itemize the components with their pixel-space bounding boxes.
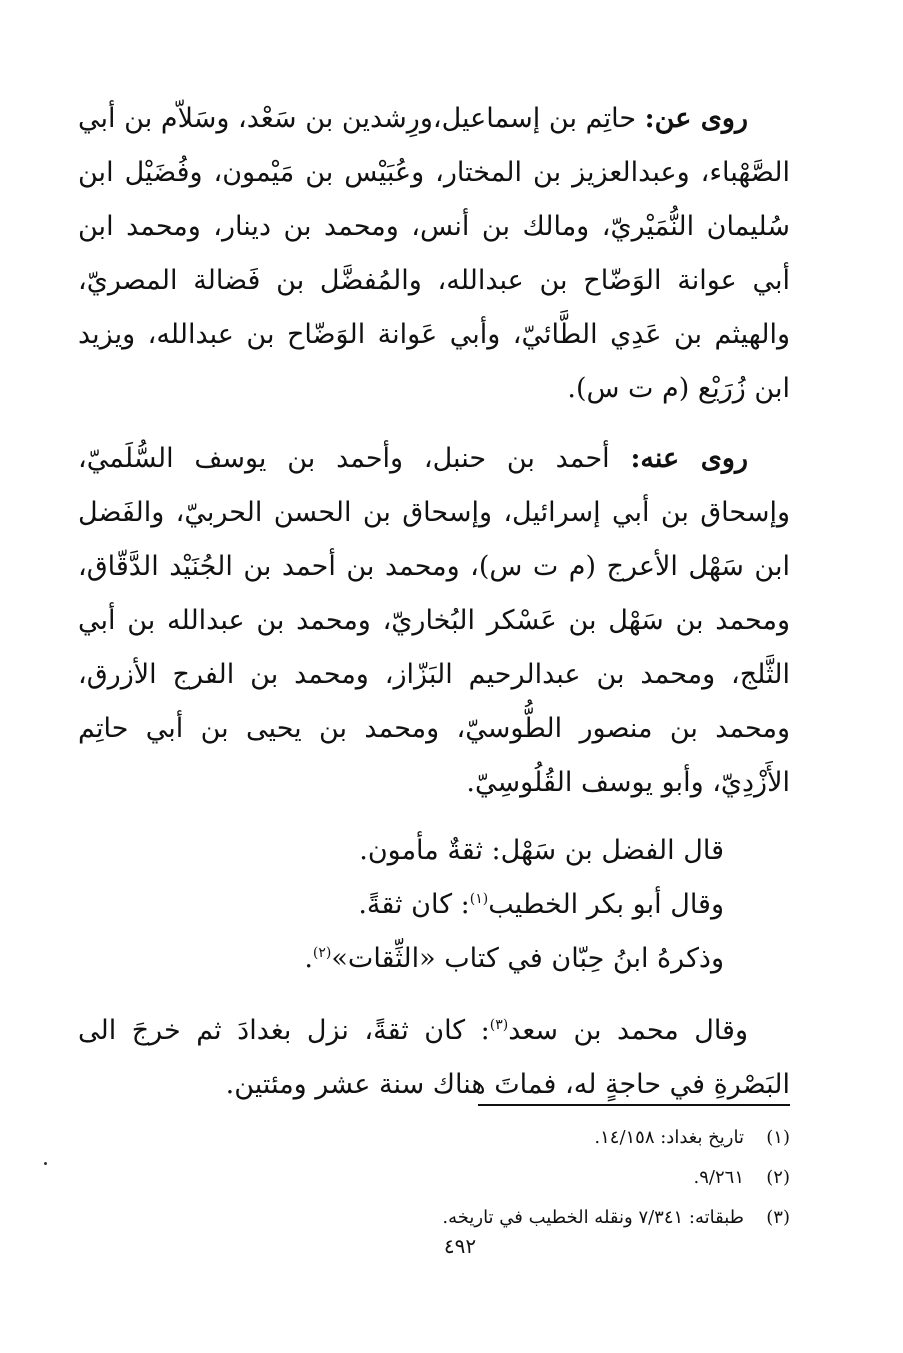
footnotes — [378, 1118, 790, 1238]
quote-fadl-text: قال الفضل بن سَهْل: ثقةٌ مأمون. — [359, 835, 724, 866]
page-number: ٤٩٢ — [443, 1234, 477, 1258]
quote-khatib-after: : كان ثقةً. — [358, 889, 470, 920]
scan-speck — [44, 1162, 47, 1165]
ibn-saad-before: وقال محمد بن سعد — [508, 1015, 748, 1046]
quotes-block — [78, 824, 790, 986]
narrated-by-text: أحمد بن حنبل، وأحمد بن يوسف السُّلَميّ، وإسحاق بن أبي إسرائيل، وإسحاق بن الحسن الحربيّ، والفَضل ابن سَهْل الأعرج (م ت س)، ومحمد بن أحمد بن الجُنَيْد الدَّقّاق، ومحمد بن سَهْل بن عَسْكر البُخاريّ، ومحمد بن عبدالله بن أبي الثَّلج، ومحمد بن عبدالرحيم البَزّاز، ومحمد بن الفرج الأزرق، ومحمد بن منصور الطُّوسيّ، ومحمد بن يحيى بن أبي حاتِم الأَزْدِيّ، وأبو يوسف القُلُوسِيّ. — [78, 443, 790, 798]
quote-khatib-before: وقال أبو بكر الخطيب — [488, 889, 724, 920]
footnote-1-number: (١) — [766, 1127, 790, 1148]
footnote-3-text: طبقاته: ٧/٣٤١ ونقله الخطيب في تاريخه. — [442, 1207, 744, 1228]
footnote-2 — [378, 1158, 790, 1198]
footnote-2-text: ٩/٢٦١. — [693, 1167, 744, 1188]
footnote-ref-1[interactable]: (١) — [469, 891, 489, 907]
quote-ibn-hibban — [78, 932, 790, 986]
quote-fadl — [78, 824, 790, 878]
narrated-by-label: روى عنه: — [630, 443, 748, 474]
footnote-ref-3[interactable]: (٣) — [489, 1017, 509, 1033]
quote-khatib — [78, 878, 790, 932]
narrated-by-paragraph — [78, 432, 790, 810]
ibn-saad-paragraph — [78, 1004, 790, 1112]
footnote-1 — [378, 1118, 790, 1158]
quote-ibn-hibban-after: . — [304, 943, 313, 974]
narrated-from-paragraph — [78, 92, 790, 416]
footnote-2-number: (٢) — [766, 1167, 790, 1188]
footnote-ref-2[interactable]: (٢) — [312, 945, 332, 961]
footnote-3 — [378, 1198, 790, 1238]
footnote-3-number: (٣) — [766, 1207, 790, 1228]
page-body — [78, 92, 790, 1112]
narrated-from-text: حاتِم بن إسماعيل،ورِشدين بن سَعْد، وسَلاّم بن أبي الصَّهْباء، وعبدالعزيز بن المختار، وعُبَيْس بن مَيْمون، وفُضَيْل ابن سُليمان النُّمَيْريّ، ومالك بن أنس، ومحمد بن دينار، ومحمد ابن أبي عوانة الوَضّاح بن عبدالله، والمُفضَّل بن فَضالة المصريّ، والهيثم بن عَدِي الطَّائيّ، وأبي عَوانة الوَضّاح بن عبدالله، ويزيد ابن زُرَيْع (م ت س). — [78, 103, 790, 404]
footnote-divider — [478, 1104, 790, 1106]
quote-ibn-hibban-before: وذكرهُ ابنُ حِبّان في كتاب «الثِّقات» — [331, 943, 724, 974]
footnote-1-text: تاريخ بغداد: ١٤/١٥٨. — [594, 1127, 744, 1148]
narrated-from-label: روى عن: — [644, 103, 748, 134]
ibn-saad-after: : كان ثقةً، نزل بغدادَ ثم خرجَ الى البَصْرةِ في حاجةٍ له، فماتَ هناك سنة عشر ومئتين. — [78, 1015, 790, 1100]
